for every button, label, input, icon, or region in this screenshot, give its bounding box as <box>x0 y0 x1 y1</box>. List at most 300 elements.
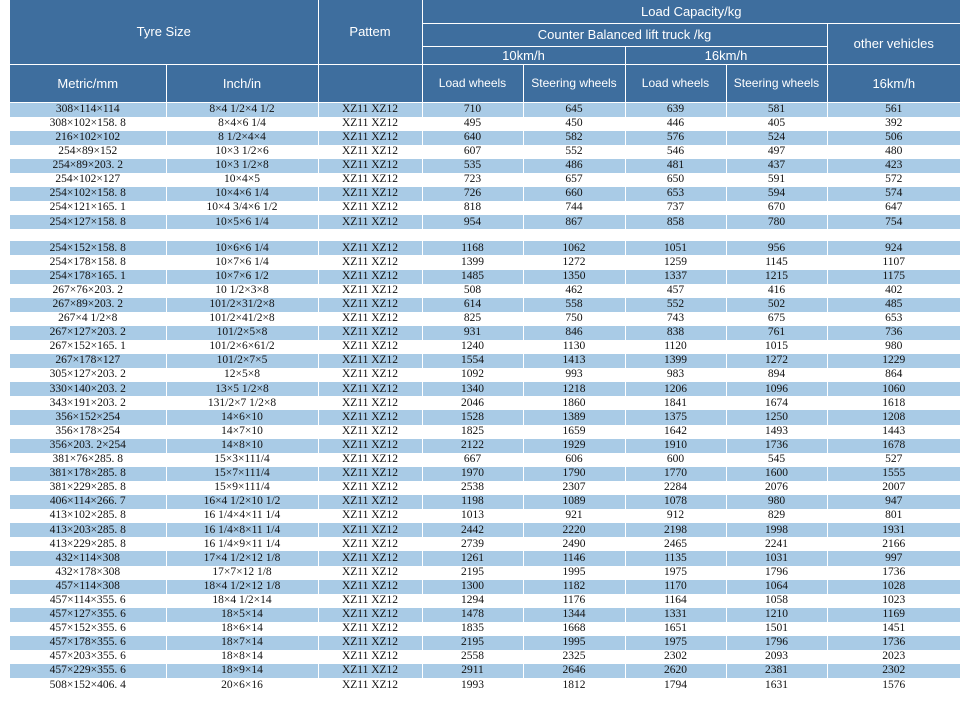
steering-16-cell: 1493 <box>726 425 827 439</box>
table-row <box>10 117 960 131</box>
table-row <box>10 312 960 326</box>
steering-16-cell: 524 <box>726 131 827 145</box>
table-row <box>10 495 960 509</box>
steering-10-cell: 846 <box>523 326 625 340</box>
other-16-cell: 485 <box>827 298 960 312</box>
steering-10-cell: 552 <box>523 145 625 159</box>
metric-cell: 343×191×203. 2 <box>10 396 166 410</box>
load-16-cell: 1120 <box>625 340 726 354</box>
other-16-cell: 801 <box>827 509 960 523</box>
load-16-cell: 1337 <box>625 270 726 284</box>
inch-cell: 18×4 1/2×14 <box>166 594 318 608</box>
metric-cell: 381×229×285. 8 <box>10 481 166 495</box>
load-10-cell: 640 <box>422 131 523 145</box>
pattern-cell: XZ11 XZ12 <box>318 396 422 410</box>
steering-10-cell: 1089 <box>523 495 625 509</box>
steering-10-cell: 2220 <box>523 523 625 537</box>
inch-cell: 16 1/4×9×11 1/4 <box>166 537 318 551</box>
steering-10-cell: 1062 <box>523 241 625 255</box>
load-16-cell: 1399 <box>625 354 726 368</box>
inch-cell: 10×6×6 1/4 <box>166 241 318 255</box>
other-16-cell: 1169 <box>827 608 960 622</box>
steering-10-cell: 645 <box>523 102 625 117</box>
other-16-cell: 1555 <box>827 467 960 481</box>
table-row <box>10 410 960 424</box>
table-row <box>10 173 960 187</box>
load-16-cell: 743 <box>625 312 726 326</box>
header-inch: Inch/in <box>166 64 318 102</box>
other-16-cell: 1451 <box>827 622 960 636</box>
load-10-cell: 1092 <box>422 368 523 382</box>
table-row <box>10 298 960 312</box>
header-steering-wheels-16: Steering wheels <box>726 64 827 102</box>
steering-16-cell: 594 <box>726 187 827 201</box>
pattern-cell: XZ11 XZ12 <box>318 439 422 453</box>
steering-10-cell: 2490 <box>523 537 625 551</box>
table-row <box>10 467 960 481</box>
inch-cell: 18×4 1/2×12 1/8 <box>166 580 318 594</box>
pattern-cell: XZ11 XZ12 <box>318 117 422 131</box>
pattern-cell: XZ11 XZ12 <box>318 566 422 580</box>
table-row <box>10 566 960 580</box>
load-10-cell: 1168 <box>422 241 523 255</box>
metric-cell: 254×152×158. 8 <box>10 241 166 255</box>
table-row <box>10 326 960 340</box>
steering-10-cell: 750 <box>523 312 625 326</box>
steering-16-cell: 591 <box>726 173 827 187</box>
inch-cell: 18×7×14 <box>166 636 318 650</box>
steering-16-cell: 1796 <box>726 566 827 580</box>
other-16-cell: 2166 <box>827 537 960 551</box>
load-10-cell: 1013 <box>422 509 523 523</box>
steering-16-cell: 1210 <box>726 608 827 622</box>
steering-10-cell: 558 <box>523 298 625 312</box>
pattern-cell: XZ11 XZ12 <box>318 650 422 664</box>
other-16-cell: 1229 <box>827 354 960 368</box>
metric-cell: 457×203×355. 6 <box>10 650 166 664</box>
pattern-cell: XZ11 XZ12 <box>318 495 422 509</box>
load-10-cell: 1399 <box>422 255 523 269</box>
header-speed-10: 10km/h <box>422 46 625 64</box>
load-10-cell: 614 <box>422 298 523 312</box>
table-row <box>10 354 960 368</box>
steering-16-cell: 980 <box>726 495 827 509</box>
steering-10-cell: 1389 <box>523 410 625 424</box>
load-16-cell: 639 <box>625 102 726 117</box>
load-10-cell: 535 <box>422 159 523 173</box>
inch-cell: 17×7×12 1/8 <box>166 566 318 580</box>
load-10-cell: 508 <box>422 284 523 298</box>
other-16-cell: 1107 <box>827 255 960 269</box>
pattern-cell: XZ11 XZ12 <box>318 509 422 523</box>
steering-10-cell: 1344 <box>523 608 625 622</box>
load-16-cell: 600 <box>625 453 726 467</box>
steering-10-cell: 1413 <box>523 354 625 368</box>
steering-16-cell: 1058 <box>726 594 827 608</box>
header-speed-16: 16km/h <box>625 46 827 64</box>
steering-16-cell: 416 <box>726 284 827 298</box>
inch-cell: 16 1/4×4×11 1/4 <box>166 509 318 523</box>
inch-cell: 18×9×14 <box>166 664 318 678</box>
load-10-cell: 954 <box>422 215 523 229</box>
table-gap <box>10 229 960 241</box>
inch-cell: 20×6×16 <box>166 678 318 692</box>
inch-cell: 18×5×14 <box>166 608 318 622</box>
table-row <box>10 636 960 650</box>
metric-cell: 308×114×114 <box>10 102 166 117</box>
pattern-cell: XZ11 XZ12 <box>318 664 422 678</box>
pattern-cell: XZ11 XZ12 <box>318 551 422 565</box>
steering-16-cell: 2241 <box>726 537 827 551</box>
metric-cell: 508×152×406. 4 <box>10 678 166 692</box>
steering-16-cell: 497 <box>726 145 827 159</box>
other-16-cell: 754 <box>827 215 960 229</box>
load-16-cell: 446 <box>625 117 726 131</box>
header-pattern-blank <box>318 64 422 102</box>
load-10-cell: 495 <box>422 117 523 131</box>
steering-16-cell: 1674 <box>726 396 827 410</box>
header-steering-wheels-10: Steering wheels <box>523 64 625 102</box>
table-row <box>10 215 960 229</box>
load-16-cell: 1331 <box>625 608 726 622</box>
table-body-group-2 <box>10 241 960 692</box>
pattern-cell: XZ11 XZ12 <box>318 340 422 354</box>
steering-16-cell: 581 <box>726 102 827 117</box>
metric-cell: 254×89×203. 2 <box>10 159 166 173</box>
inch-cell: 8×4 1/2×4 1/2 <box>166 102 318 117</box>
header-counter-balanced: Counter Balanced lift truck /kg <box>422 23 827 46</box>
load-16-cell: 1841 <box>625 396 726 410</box>
load-16-cell: 737 <box>625 201 726 215</box>
pattern-cell: XZ11 XZ12 <box>318 537 422 551</box>
steering-10-cell: 462 <box>523 284 625 298</box>
metric-cell: 254×178×158. 8 <box>10 255 166 269</box>
metric-cell: 432×114×308 <box>10 551 166 565</box>
load-10-cell: 1485 <box>422 270 523 284</box>
other-16-cell: 506 <box>827 131 960 145</box>
table-row <box>10 131 960 145</box>
steering-10-cell: 1182 <box>523 580 625 594</box>
load-16-cell: 858 <box>625 215 726 229</box>
other-16-cell: 653 <box>827 312 960 326</box>
steering-10-cell: 1812 <box>523 678 625 692</box>
table-gap-row <box>10 229 960 241</box>
inch-cell: 15×7×111/4 <box>166 467 318 481</box>
table-row <box>10 425 960 439</box>
metric-cell: 308×102×158. 8 <box>10 117 166 131</box>
pattern-cell: XZ11 XZ12 <box>318 270 422 284</box>
table-row <box>10 650 960 664</box>
load-16-cell: 1051 <box>625 241 726 255</box>
load-10-cell: 1294 <box>422 594 523 608</box>
pattern-cell: XZ11 XZ12 <box>318 215 422 229</box>
load-10-cell: 607 <box>422 145 523 159</box>
load-10-cell: 1198 <box>422 495 523 509</box>
load-10-cell: 723 <box>422 173 523 187</box>
metric-cell: 254×121×165. 1 <box>10 201 166 215</box>
inch-cell: 17×4 1/2×12 1/8 <box>166 551 318 565</box>
steering-10-cell: 1659 <box>523 425 625 439</box>
pattern-cell: XZ11 XZ12 <box>318 102 422 117</box>
inch-cell: 14×6×10 <box>166 410 318 424</box>
inch-cell: 10×7×6 1/4 <box>166 255 318 269</box>
load-10-cell: 2911 <box>422 664 523 678</box>
table-row <box>10 396 960 410</box>
load-10-cell: 818 <box>422 201 523 215</box>
table-row <box>10 382 960 396</box>
steering-10-cell: 2325 <box>523 650 625 664</box>
pattern-cell: XZ11 XZ12 <box>318 453 422 467</box>
other-16-cell: 574 <box>827 187 960 201</box>
load-16-cell: 838 <box>625 326 726 340</box>
metric-cell: 406×114×266. 7 <box>10 495 166 509</box>
load-10-cell: 2195 <box>422 566 523 580</box>
metric-cell: 305×127×203. 2 <box>10 368 166 382</box>
table-row <box>10 594 960 608</box>
load-16-cell: 1135 <box>625 551 726 565</box>
pattern-cell: XZ11 XZ12 <box>318 636 422 650</box>
other-16-cell: 924 <box>827 241 960 255</box>
steering-16-cell: 1250 <box>726 410 827 424</box>
load-10-cell: 2442 <box>422 523 523 537</box>
other-16-cell: 527 <box>827 453 960 467</box>
steering-10-cell: 1272 <box>523 255 625 269</box>
metric-cell: 457×114×308 <box>10 580 166 594</box>
other-16-cell: 647 <box>827 201 960 215</box>
pattern-cell: XZ11 XZ12 <box>318 145 422 159</box>
steering-16-cell: 780 <box>726 215 827 229</box>
load-16-cell: 1642 <box>625 425 726 439</box>
table-row <box>10 241 960 255</box>
inch-cell: 10×4 3/4×6 1/2 <box>166 201 318 215</box>
load-16-cell: 1794 <box>625 678 726 692</box>
pattern-cell: XZ11 XZ12 <box>318 467 422 481</box>
metric-cell: 381×76×285. 8 <box>10 453 166 467</box>
other-16-cell: 1678 <box>827 439 960 453</box>
header-tyre-size: Tyre Size <box>10 0 318 64</box>
metric-cell: 267×4 1/2×8 <box>10 312 166 326</box>
header-other-speed-16: 16km/h <box>827 64 960 102</box>
load-16-cell: 650 <box>625 173 726 187</box>
steering-16-cell: 502 <box>726 298 827 312</box>
pattern-cell: XZ11 XZ12 <box>318 201 422 215</box>
steering-10-cell: 1995 <box>523 636 625 650</box>
steering-16-cell: 2076 <box>726 481 827 495</box>
table-row <box>10 187 960 201</box>
other-16-cell: 402 <box>827 284 960 298</box>
load-16-cell: 457 <box>625 284 726 298</box>
metric-cell: 457×178×355. 6 <box>10 636 166 650</box>
inch-cell: 101/2×31/2×8 <box>166 298 318 312</box>
steering-16-cell: 1600 <box>726 467 827 481</box>
pattern-cell: XZ11 XZ12 <box>318 298 422 312</box>
load-16-cell: 2284 <box>625 481 726 495</box>
metric-cell: 267×152×165. 1 <box>10 340 166 354</box>
pattern-cell: XZ11 XZ12 <box>318 312 422 326</box>
header-pattern: Pattem <box>318 0 422 64</box>
table-row <box>10 439 960 453</box>
other-16-cell: 2302 <box>827 664 960 678</box>
load-16-cell: 552 <box>625 298 726 312</box>
other-16-cell: 736 <box>827 326 960 340</box>
steering-10-cell: 450 <box>523 117 625 131</box>
other-16-cell: 572 <box>827 173 960 187</box>
inch-cell: 10×4×5 <box>166 173 318 187</box>
pattern-cell: XZ11 XZ12 <box>318 523 422 537</box>
steering-10-cell: 1350 <box>523 270 625 284</box>
inch-cell: 10×3 1/2×8 <box>166 159 318 173</box>
pattern-cell: XZ11 XZ12 <box>318 354 422 368</box>
steering-16-cell: 2093 <box>726 650 827 664</box>
load-10-cell: 1825 <box>422 425 523 439</box>
load-16-cell: 912 <box>625 509 726 523</box>
table-row <box>10 523 960 537</box>
load-10-cell: 2046 <box>422 396 523 410</box>
steering-10-cell: 606 <box>523 453 625 467</box>
tyre-load-table-container <box>10 0 960 692</box>
steering-10-cell: 993 <box>523 368 625 382</box>
load-16-cell: 1170 <box>625 580 726 594</box>
load-10-cell: 1261 <box>422 551 523 565</box>
pattern-cell: XZ11 XZ12 <box>318 410 422 424</box>
inch-cell: 14×7×10 <box>166 425 318 439</box>
pattern-cell: XZ11 XZ12 <box>318 326 422 340</box>
steering-16-cell: 437 <box>726 159 827 173</box>
load-10-cell: 1835 <box>422 622 523 636</box>
load-16-cell: 1770 <box>625 467 726 481</box>
steering-10-cell: 657 <box>523 173 625 187</box>
load-16-cell: 481 <box>625 159 726 173</box>
header-metric: Metric/mm <box>10 64 166 102</box>
load-10-cell: 1970 <box>422 467 523 481</box>
other-16-cell: 1443 <box>827 425 960 439</box>
steering-16-cell: 405 <box>726 117 827 131</box>
steering-16-cell: 1031 <box>726 551 827 565</box>
load-10-cell: 726 <box>422 187 523 201</box>
other-16-cell: 392 <box>827 117 960 131</box>
other-16-cell: 1576 <box>827 678 960 692</box>
steering-16-cell: 670 <box>726 201 827 215</box>
table-row <box>10 159 960 173</box>
load-16-cell: 2302 <box>625 650 726 664</box>
metric-cell: 457×152×355. 6 <box>10 622 166 636</box>
other-16-cell: 980 <box>827 340 960 354</box>
table-row <box>10 537 960 551</box>
table-row <box>10 270 960 284</box>
steering-16-cell: 956 <box>726 241 827 255</box>
header-load-wheels-10: Load wheels <box>422 64 523 102</box>
steering-16-cell: 1631 <box>726 678 827 692</box>
pattern-cell: XZ11 XZ12 <box>318 187 422 201</box>
load-10-cell: 2195 <box>422 636 523 650</box>
other-16-cell: 864 <box>827 368 960 382</box>
inch-cell: 14×8×10 <box>166 439 318 453</box>
table-row <box>10 509 960 523</box>
load-16-cell: 2620 <box>625 664 726 678</box>
gap-cell <box>10 229 960 241</box>
pattern-cell: XZ11 XZ12 <box>318 622 422 636</box>
other-16-cell: 1931 <box>827 523 960 537</box>
pattern-cell: XZ11 XZ12 <box>318 594 422 608</box>
inch-cell: 131/2×7 1/2×8 <box>166 396 318 410</box>
pattern-cell: XZ11 XZ12 <box>318 255 422 269</box>
steering-16-cell: 1096 <box>726 382 827 396</box>
load-10-cell: 1300 <box>422 580 523 594</box>
steering-16-cell: 675 <box>726 312 827 326</box>
load-10-cell: 667 <box>422 453 523 467</box>
metric-cell: 432×178×308 <box>10 566 166 580</box>
metric-cell: 457×127×355. 6 <box>10 608 166 622</box>
table-row <box>10 608 960 622</box>
steering-16-cell: 1064 <box>726 580 827 594</box>
inch-cell: 16×4 1/2×10 1/2 <box>166 495 318 509</box>
metric-cell: 356×152×254 <box>10 410 166 424</box>
inch-cell: 101/2×5×8 <box>166 326 318 340</box>
table-row <box>10 678 960 692</box>
steering-16-cell: 1796 <box>726 636 827 650</box>
metric-cell: 267×178×127 <box>10 354 166 368</box>
load-16-cell: 1910 <box>625 439 726 453</box>
other-16-cell: 561 <box>827 102 960 117</box>
steering-10-cell: 744 <box>523 201 625 215</box>
steering-10-cell: 582 <box>523 131 625 145</box>
load-16-cell: 983 <box>625 368 726 382</box>
steering-16-cell: 1215 <box>726 270 827 284</box>
table-header <box>10 0 960 102</box>
steering-16-cell: 829 <box>726 509 827 523</box>
pattern-cell: XZ11 XZ12 <box>318 580 422 594</box>
steering-10-cell: 2307 <box>523 481 625 495</box>
table-row <box>10 580 960 594</box>
table-row <box>10 664 960 678</box>
metric-cell: 330×140×203. 2 <box>10 382 166 396</box>
inch-cell: 8 1/2×4×4 <box>166 131 318 145</box>
other-16-cell: 1028 <box>827 580 960 594</box>
inch-cell: 101/2×7×5 <box>166 354 318 368</box>
other-16-cell: 1618 <box>827 396 960 410</box>
load-16-cell: 1651 <box>625 622 726 636</box>
pattern-cell: XZ11 XZ12 <box>318 382 422 396</box>
steering-16-cell: 1998 <box>726 523 827 537</box>
metric-cell: 254×102×127 <box>10 173 166 187</box>
table-row <box>10 481 960 495</box>
steering-16-cell: 761 <box>726 326 827 340</box>
metric-cell: 413×203×285. 8 <box>10 523 166 537</box>
load-16-cell: 1259 <box>625 255 726 269</box>
metric-cell: 267×89×203. 2 <box>10 298 166 312</box>
other-16-cell: 947 <box>827 495 960 509</box>
inch-cell: 16 1/4×8×11 1/4 <box>166 523 318 537</box>
metric-cell: 457×229×355. 6 <box>10 664 166 678</box>
table-row <box>10 622 960 636</box>
other-16-cell: 2023 <box>827 650 960 664</box>
steering-16-cell: 894 <box>726 368 827 382</box>
load-16-cell: 1975 <box>625 636 726 650</box>
pattern-cell: XZ11 XZ12 <box>318 425 422 439</box>
steering-10-cell: 921 <box>523 509 625 523</box>
steering-10-cell: 1790 <box>523 467 625 481</box>
other-16-cell: 1175 <box>827 270 960 284</box>
load-16-cell: 1375 <box>625 410 726 424</box>
metric-cell: 356×203. 2×254 <box>10 439 166 453</box>
inch-cell: 101/2×6×61/2 <box>166 340 318 354</box>
inch-cell: 10×7×6 1/2 <box>166 270 318 284</box>
steering-16-cell: 1501 <box>726 622 827 636</box>
inch-cell: 13×5 1/2×8 <box>166 382 318 396</box>
table-row <box>10 255 960 269</box>
steering-16-cell: 545 <box>726 453 827 467</box>
pattern-cell: XZ11 XZ12 <box>318 131 422 145</box>
